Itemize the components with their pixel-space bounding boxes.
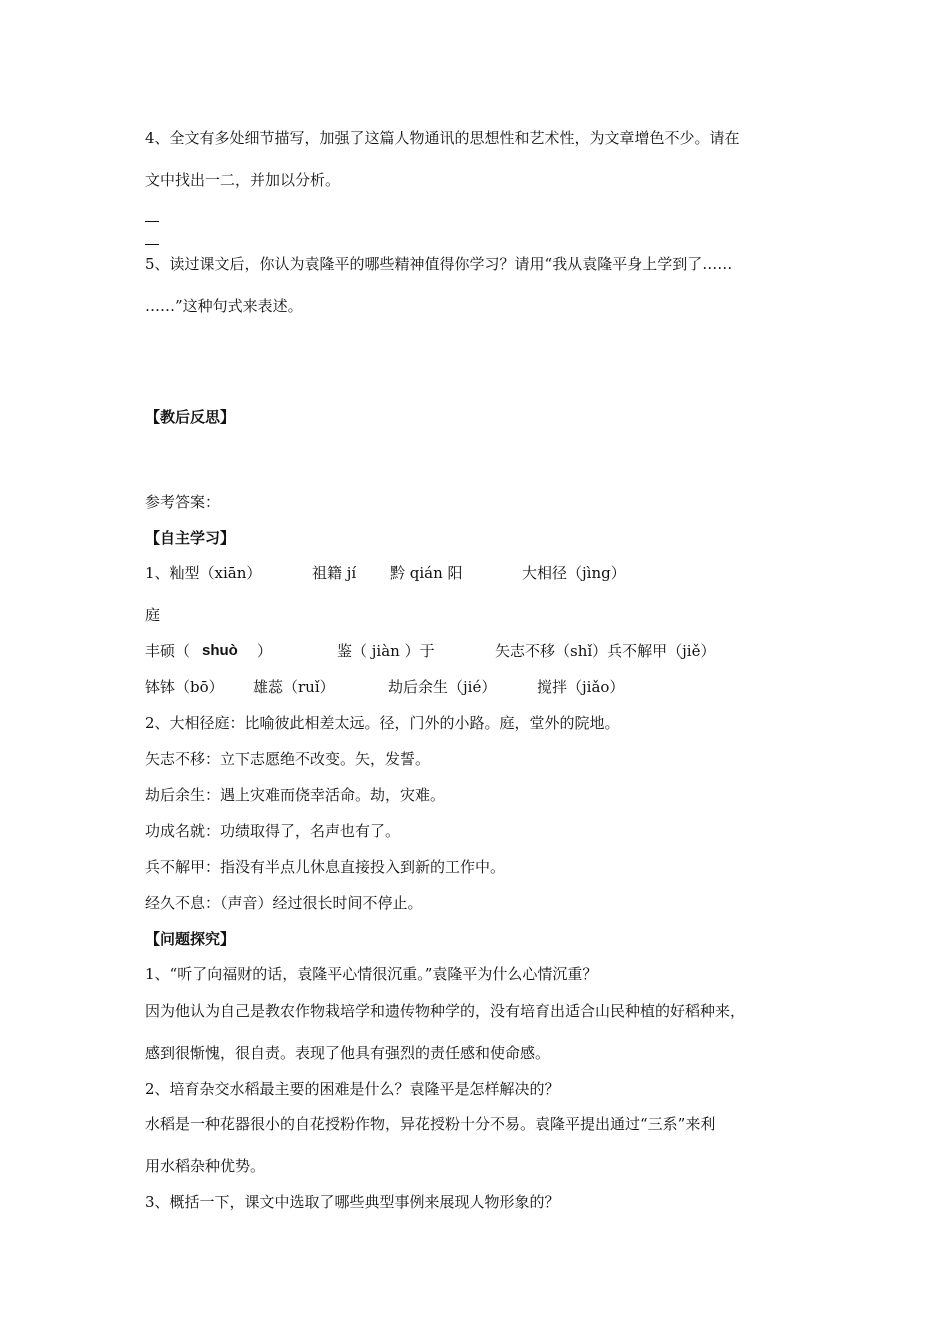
pinyin-item: 矢志不移（shǐ）兵不解甲（jiě） (495, 642, 716, 660)
inquiry-question-3: 3、概括一下，课文中选取了哪些典型事例来展现人物形象的？ (145, 1193, 560, 1211)
definition-line: 功成名就：功绩取得了，名声也有了。 (145, 822, 401, 840)
question-5-line-1: 5、读过课文后，你认为袁隆平的哪些精神值得你学习？请用“我从袁隆平身上学到了…… (145, 255, 733, 273)
definition-line: 2、大相径庭：比喻彼此相差太远。径，门外的小路。庭，堂外的院地。 (145, 714, 620, 732)
inquiry-answer-1-line-2: 感到很惭愧，很自责。表现了他具有强烈的责任感和使命感。 (145, 1044, 551, 1062)
pinyin-item: 钵钵（bō） (145, 678, 224, 696)
question-4-line-1: 4、全文有多处细节描写，加强了这篇人物通讯的思想性和艺术性，为文章增色不少。请在 (145, 129, 740, 147)
answers-label: 参考答案： (145, 493, 221, 511)
question-5-line-2: ……”这种句式来表述。 (145, 297, 303, 315)
pinyin-item: ） (257, 642, 273, 660)
pinyin-item: 祖籍 jí (312, 564, 357, 582)
pinyin-item: 鉴（ jiàn ）于 (337, 642, 435, 660)
definition-line: 经久不息：（声音）经过很长时间不停止。 (145, 894, 423, 912)
definition-line: 兵不解甲：指没有半点儿休息直接投入到新的工作中。 (145, 858, 506, 876)
pinyin-item: 劫后余生（jié） (388, 678, 497, 696)
inquiry-answer-2-line-2: 用水稻杂种优势。 (145, 1157, 266, 1175)
inquiry-question-1: 1、“听了向福财的话，袁隆平心情很沉重。”袁隆平为什么心情沉重？ (145, 965, 598, 983)
pinyin-item: 丰硕（ (145, 642, 191, 660)
inquiry-heading: 【问题探究】 (145, 930, 236, 948)
inquiry-answer-2-line-1: 水稻是一种花器很小的自花授粉作物，异花授粉十分不易。袁隆平提出通过“三系”来利 (145, 1115, 716, 1133)
inquiry-question-2: 2、培育杂交水稻最主要的困难是什么？袁隆平是怎样解决的？ (145, 1080, 560, 1098)
definition-line: 矢志不移：立下志愿绝不改变。矢，发誓。 (145, 750, 431, 768)
pinyin-item: 搅拌（jiǎo） (537, 678, 625, 696)
pinyin-item: 黔 qián 阳 (390, 564, 463, 582)
question-4-line-2: 文中找出一二，并加以分析。 (145, 171, 341, 189)
self-study-heading: 【自主学习】 (145, 529, 236, 547)
pinyin-item: 雄蕊（ruǐ） (253, 678, 335, 696)
pinyin-item-bold: shuò (202, 642, 238, 659)
answer-blank-line (145, 221, 159, 222)
definition-line: 劫后余生：遇上灾难而侥幸活命。劫，灾难。 (145, 786, 446, 804)
reflection-heading: 【教后反思】 (145, 408, 236, 426)
pinyin-item: 大相径（jìng） (522, 564, 626, 582)
pinyin-item: 1、籼型（xiān） (145, 564, 262, 582)
inquiry-answer-1-line-1: 因为他认为自己是教农作物栽培学和遗传物种学的，没有培育出适合山民种植的好稻种来， (145, 1002, 746, 1020)
answer-blank-line (145, 244, 159, 245)
pinyin-row-1-continued: 庭 (145, 606, 161, 624)
